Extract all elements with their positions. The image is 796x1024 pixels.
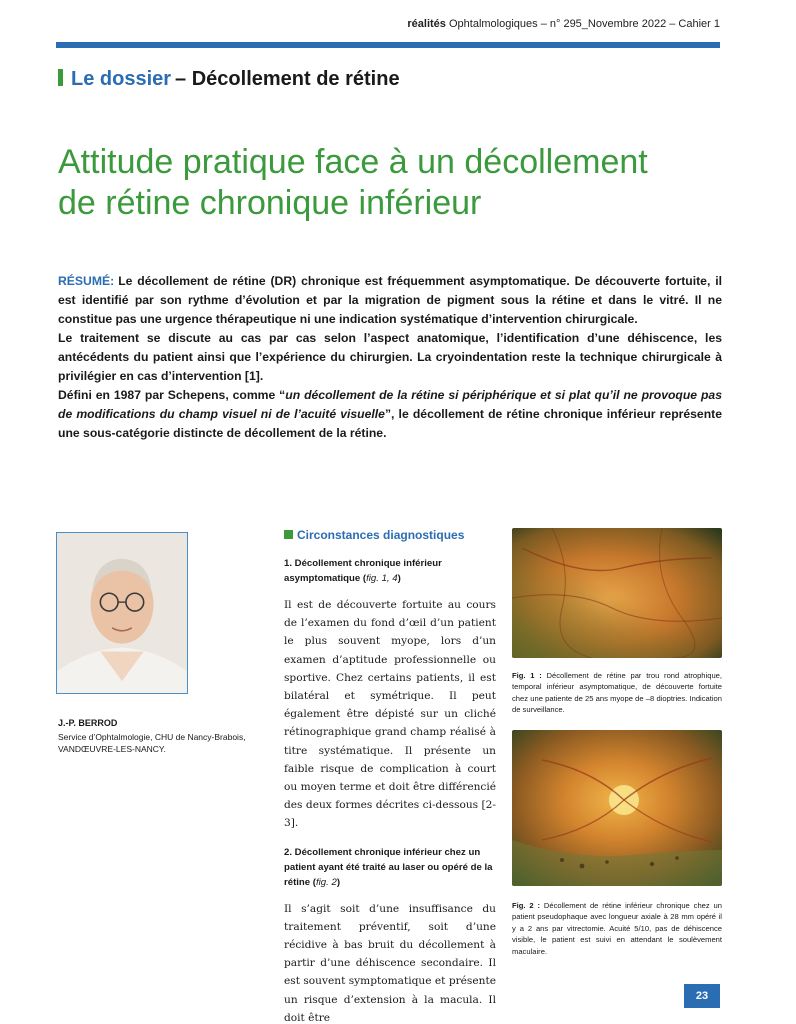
schepens-quote: un décollement de la rétine si périphérique et si plat qu’il ne provoque pas de modifications du champ visuel ni de l’acuité visuelle [58, 388, 722, 421]
abstract-paragraph-3: Défini en 1987 par Schepens, comme “un décollement de la rétine si périphérique et si plat qu’il ne provoque pas de modifications du champ visuel ni de l’acuité visuelle”, le décollement de rétine chronique inférieur représente une sous-catégorie distincte de décollement de la rétine. [58, 388, 722, 440]
running-head [407, 18, 720, 30]
heading-marker [284, 530, 293, 539]
author-photo [56, 532, 188, 694]
abstract [58, 272, 722, 443]
abstract-label: RÉSUMÉ: [58, 274, 115, 288]
body-column [284, 528, 496, 1024]
author-affiliation: Service d’Ophtalmologie, CHU de Nancy-Brabois, VANDŒUVRE-LES-NANCY. [58, 732, 246, 754]
abstract-paragraph-2: Le traitement se discute au cas par cas selon l’aspect anatomique, l’identification d’une déhiscence, les antécédents du patient ainsi que l’expérience du chirurgien. La cryoindentation reste la technique chirurgicale à privilégier en cas d’intervention [1]. [58, 331, 722, 383]
section-line [58, 68, 400, 91]
abstract-paragraph-1: RÉSUMÉ: Le décollement de rétine (DR) chronique est fréquemment asymptomatique. De découverte fortuite, il est identifié par son rythme d’évolution et par la migration de pigment sous la rétine et dans le vitré. Il ne constitue pas une urgence thérapeutique ni une indication systématique d’intervention chirurgicale. [58, 274, 722, 326]
subsection-2-title: 2. Décollement chronique inférieur chez un patient ayant été traité au laser ou opéré de la rétine (fig. 2) [284, 846, 493, 888]
title-line-1: Attitude pratique face à un décollement [58, 143, 648, 181]
paragraph-1: Il est de découverte fortuite au cours de l’examen du fond d’œil d’un patient le plus souvent myope, lors d’un examen d’aptitude professionnelle ou sportive. Chez certains patients, il est bilatéral et symétrique. Il peut également être dépisté sur un cliché rétinographique grand champ réalisé à titre systématique. Il présente un faible risque de complication à court ou moyen terme et doit être différencié des deux formes décrites ci-dessous [2-3]. [284, 599, 496, 830]
figure-1-caption: Fig. 1 : Décollement de rétine par trou rond atrophique, temporal inférieur asymptomatique, de découverte fortuite chez une patiente de 25 ans myope de –8 dioptries. Indication de surveillance. [512, 671, 723, 715]
article-title [58, 142, 738, 224]
journal-name: réalités [407, 18, 446, 30]
figure-2-caption: Fig. 2 : Décollement de rétine inférieur chronique chez un patient pseudophaque avec longueur axiale à 28 mm opéré il y a 2 ans par vitrectomie. Acuité 5/10, pas de déhiscence visible, le patient est suivi en attendant le soulèvement maculaire. [512, 901, 723, 956]
author-name: J.-P. BERROD [58, 718, 118, 728]
title-line-2: de rétine chronique inférieur [58, 184, 482, 222]
figure-1-image [512, 528, 722, 658]
issue-info: Ophtalmologiques – n° 295_Novembre 2022 – Cahier 1 [445, 18, 720, 30]
page-number: 23 [684, 984, 720, 1008]
section-heading: Circonstances diagnostiques [284, 528, 496, 542]
section-topic: – Décollement de rétine [175, 68, 400, 90]
figure-2-image [512, 730, 722, 886]
section-label: Le dossier [71, 68, 172, 90]
paragraph-2: Il s’agit soit d’une insuffisance du traitement préventif, soit d’une récidive à bas bruit du décollement à partir d’une déhiscence secondaire. Il est souvent symptomatique et présente un risque d’extension à la macula. Il doit être [284, 902, 496, 1024]
section-marker [58, 69, 63, 86]
top-rule [56, 42, 720, 48]
subsection-1-title: 1. Décollement chronique inférieur asymptomatique (fig. 1, 4) [284, 558, 442, 584]
